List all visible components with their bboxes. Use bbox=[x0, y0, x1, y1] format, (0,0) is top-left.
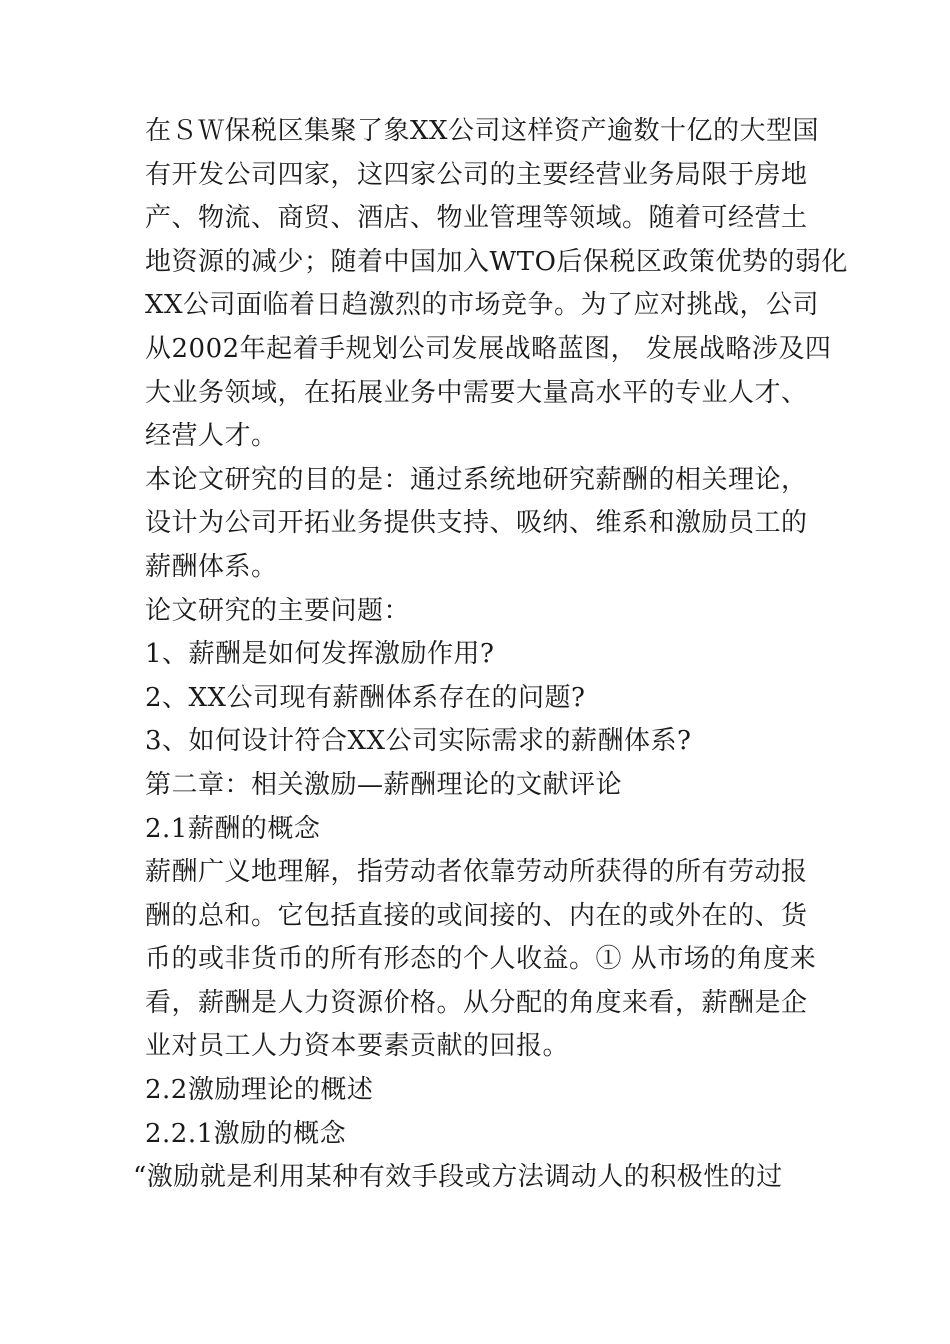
paragraph-line: 业对员工人力资本要素贡献的回报。 bbox=[145, 1031, 570, 1062]
paragraph-line: 薪酬广义地理解，指劳动者依靠劳动所获得的所有劳动报 bbox=[145, 857, 808, 888]
list-item: 2、XX公司现有薪酬体系存在的问题? bbox=[145, 682, 586, 713]
paragraph-line: 从2002年起着手规划公司发展战略蓝图， 发展战略涉及四 bbox=[145, 333, 832, 364]
paragraph-line: 酬的总和。它包括直接的或间接的、内在的或外在的、货 bbox=[145, 900, 808, 931]
list-item: 3、如何设计符合XX公司实际需求的薪酬体系? bbox=[145, 726, 692, 757]
paragraph-line: 薪酬体系。 bbox=[145, 551, 278, 582]
document-body bbox=[133, 110, 848, 1200]
paragraph-line: 地资源的减少；随着中国加入WTO后保税区政策优势的弱化 bbox=[145, 246, 848, 277]
section-heading: 2.1薪酬的概念 bbox=[145, 813, 321, 844]
paragraph-line: 在ＳＷ保税区集聚了象XX公司这样资产逾数十亿的大型国 bbox=[145, 116, 820, 146]
paragraph-line: 币的或非货币的所有形态的个人收益。① 从市场的角度来 bbox=[145, 944, 817, 975]
subsection-heading: 2.2.1激励的概念 bbox=[145, 1118, 347, 1149]
paragraph-line: 有开发公司四家，这四家公司的主要经营业务局限于房地 bbox=[145, 159, 808, 190]
section-heading: 2.2激励理论的概述 bbox=[145, 1075, 374, 1106]
paragraph-line: 产、物流、商贸、酒店、物业管理等领域。随着可经营土 bbox=[145, 203, 808, 234]
paragraph-line: XX公司面临着日趋激烈的市场竞争。为了应对挑战，公司 bbox=[145, 290, 820, 321]
paragraph-line: 看，薪酬是人力资源价格。从分配的角度来看，薪酬是企 bbox=[145, 987, 808, 1018]
list-item: 1、薪酬是如何发挥激励作用? bbox=[145, 639, 495, 670]
paragraph-line: 论文研究的主要问题： bbox=[145, 595, 411, 626]
paragraph-line: “激励就是利用某种有效手段或方法调动人的积极性的过 bbox=[133, 1162, 783, 1193]
paragraph-line: 本论文研究的目的是：通过系统地研究薪酬的相关理论， bbox=[145, 464, 808, 495]
paragraph-line: 设计为公司开拓业务提供支持、吸纳、维系和激励员工的 bbox=[145, 508, 808, 539]
paragraph-line: 大业务领域，在拓展业务中需要大量高水平的专业人才、 bbox=[145, 377, 808, 408]
paragraph-line: 经营人才。 bbox=[145, 421, 278, 452]
chapter-heading: 第二章：相关激励—薪酬理论的文献评论 bbox=[145, 769, 623, 800]
